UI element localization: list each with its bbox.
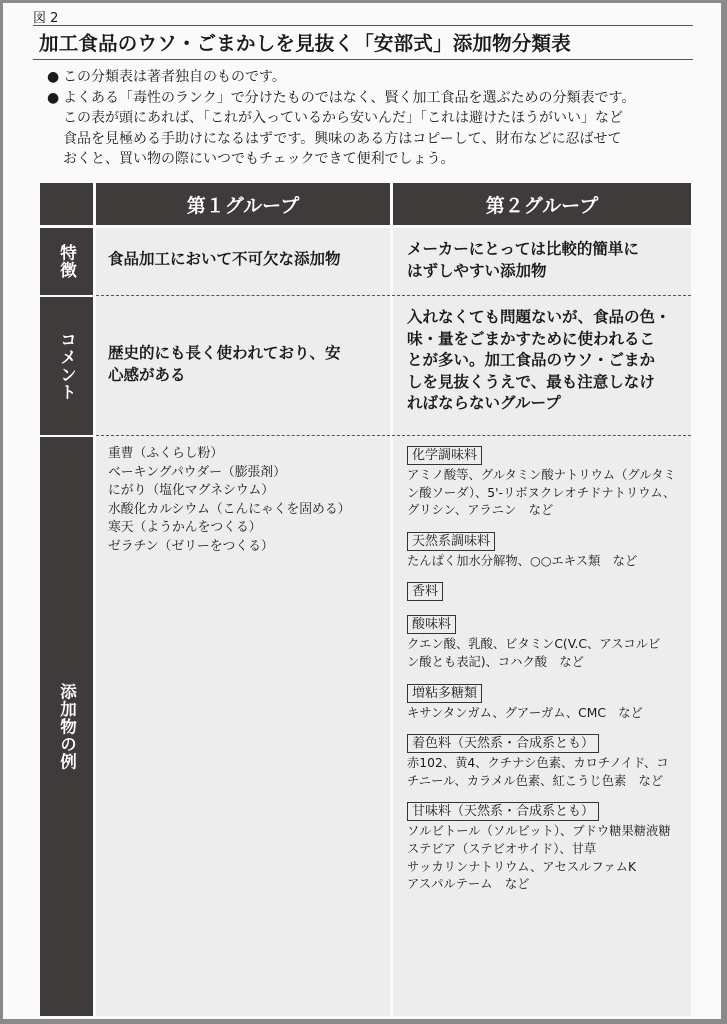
category-label: 化学調味料 (407, 446, 482, 465)
category-line: サッカリンナトリウム、アセスルファムK (407, 859, 637, 874)
category-line: キサンタンガム、グアーガム、CMC など (407, 705, 643, 720)
category-line: ステビア（ステビオサイド）、甘草 (407, 841, 597, 856)
category-line: ン酸ソーダ）、5'-リボヌクレオチドナトリウム、 (407, 485, 676, 500)
category-block (407, 532, 689, 571)
tokuchou-group1 (108, 249, 378, 271)
list-item: 水酸化カルシウム（こんにゃくを固める） (108, 501, 351, 517)
cell-line: メーカーにとっては比較的簡単に (407, 240, 639, 258)
comment-group1 (108, 343, 378, 386)
notes (47, 67, 697, 170)
note-line: 食品を見極める手助けになるはずです。興味のある方はコピーして、財布などに忍ばせて (63, 130, 622, 147)
category-block (407, 684, 689, 723)
row-label-examples: 添加物の例 (40, 437, 93, 1016)
cell-line: 入れなくても問題ないが、食品の色・ (407, 308, 671, 326)
list-item: にがり（塩化マグネシウム） (108, 483, 275, 499)
category-line: 赤102、黄4、クチナシ色素、カロチノイド、コ (407, 756, 669, 771)
cell-line: 心感がある (108, 365, 186, 384)
category-line: ン酸とも表記)、コハク酸 など (407, 654, 584, 669)
title-rule-top (33, 25, 693, 26)
figure-label: 図 2 (33, 11, 59, 26)
row-label-comment: コメント (40, 297, 93, 435)
classification-table (40, 183, 691, 1016)
row-divider (96, 435, 691, 436)
category-line: アミノ酸等、グルタミン酸ナトリウム（グルタミ (407, 468, 676, 482)
column-divider (390, 183, 393, 1016)
category-line: クエン酸、乳酸、ビタミンC(V.C、アスコルビ (407, 637, 661, 652)
note-2 (47, 88, 697, 170)
title-rule-bottom (33, 59, 693, 60)
note-line: この分類表は著者独自のものです。 (63, 69, 286, 85)
category-block (407, 615, 689, 671)
category-label: 天然系調味料 (407, 532, 495, 551)
category-label: 増粘多糖類 (407, 684, 482, 703)
cell-line: 歴史的にも長く使われており、安 (108, 344, 341, 362)
category-line: ソルビトール（ソルビット）、ブドウ糖果糖液糖 (407, 824, 671, 839)
category-label: 甘味料（天然系・合成系とも） (407, 802, 599, 821)
note-line: この表が頭にあれば、「これが入っているから安いんだ」「これは避けたほうがいい」など (63, 110, 623, 127)
category-label: 着色料（天然系・合成系とも） (407, 734, 599, 753)
examples-group1 (108, 445, 388, 557)
page-title: 加工食品のウソ・ごまかしを見抜く「安部式」添加物分類表 (39, 32, 571, 55)
column-divider (93, 183, 96, 1016)
cell-line: 味・量をごまかすために使われるこ (407, 329, 656, 348)
cell-line: ればならないグループ (407, 394, 561, 412)
bullet-icon: ● (47, 69, 60, 85)
category-label: 酸味料 (407, 615, 456, 634)
category-line: グリシン、アラニン など (407, 503, 554, 518)
comment-group2 (407, 307, 685, 415)
note-line: おくと、買い物の際にいつでもチェックできて便利でしょう。 (63, 151, 455, 168)
list-item: ベーキングパウダー（膨張剤） (108, 464, 286, 480)
row-label-tokuchou: 特徴 (40, 228, 93, 295)
row-divider (96, 295, 691, 296)
list-item: 寒天（ようかんをつくる） (108, 520, 262, 536)
note-1 (47, 67, 697, 88)
header-group2: 第２グループ (485, 194, 599, 217)
cell-line: はずしやすい添加物 (407, 261, 547, 280)
category-label: 香料 (407, 582, 443, 601)
category-block (407, 446, 689, 520)
cell-line: 食品加工において不可欠な添加物 (108, 250, 341, 268)
category-block (407, 734, 689, 790)
category-line: チニール、カラメル色素、紅こうじ色素 など (407, 773, 664, 788)
bullet-icon: ● (47, 89, 60, 106)
document-page (3, 3, 721, 1019)
cell-line: とが多い。加工食品のウソ・ごまか (407, 351, 656, 369)
examples-group2 (407, 446, 689, 906)
category-block (407, 802, 689, 893)
cell-line: しを見抜くうえで、最も注意しなけ (407, 372, 655, 391)
category-line: アスパルテーム など (407, 877, 530, 892)
note-line: よくある「毒性のランク」で分けたものではなく、賢く加工食品を選ぶための分類表です。 (63, 89, 636, 106)
category-line: たんぱく加水分解物、○○エキス類 など (407, 553, 638, 568)
tokuchou-group2 (407, 239, 685, 282)
category-block (407, 582, 689, 603)
list-item: ゼラチン（ゼリーをつくる） (108, 538, 274, 554)
list-item: 重曹（ふくらし粉） (108, 446, 224, 461)
header-group1: 第１グループ (186, 194, 300, 217)
